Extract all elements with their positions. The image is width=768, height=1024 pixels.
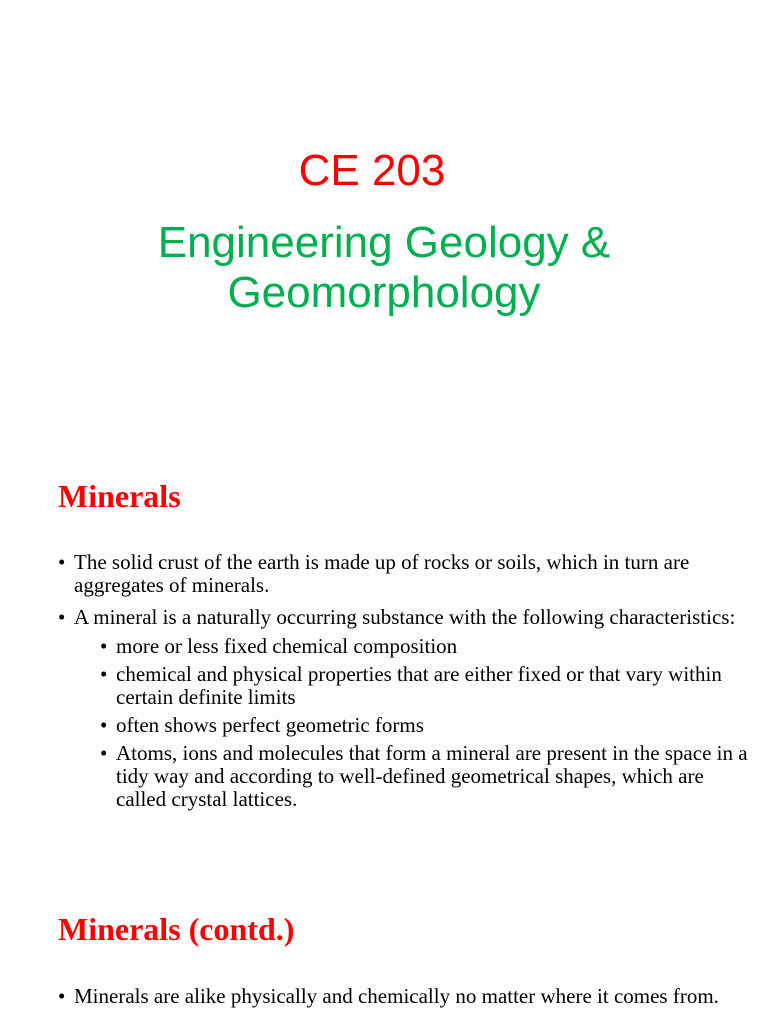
sub-bullet-text: chemical and physical properties that are either fixed or that vary within certain definite limits [116,662,722,709]
sub-list-item [100,714,748,737]
course-title [0,218,768,318]
characteristics-sub-list [74,635,748,811]
list-item [58,606,748,811]
bullet-icon: • [58,984,66,1008]
bullet-icon: • [100,662,108,686]
bullet-icon: • [58,605,66,629]
bullet-text: A mineral is a naturally occurring substance with the following characteristics: [74,605,736,629]
sub-bullet-text: Atoms, ions and molecules that form a mineral are present in the space in a tidy way and according to well-defined geometrical shapes, which are called crystal lattices. [116,741,748,811]
course-title-line-2: Geomorphology [227,268,541,317]
minerals-contd-bullet-list [58,985,748,1017]
sub-list-item [100,663,748,709]
bullet-icon: • [100,634,108,658]
sub-bullet-text: often shows perfect geometric forms [116,713,424,737]
minerals-bullet-list [58,551,748,820]
section-heading-minerals: Minerals [58,478,181,514]
list-item [58,985,748,1008]
sub-list-item [100,742,748,811]
sub-list-item [100,635,748,658]
course-code: CE 203 [298,146,446,195]
bullet-text: The solid crust of the earth is made up of rocks or soils, which in turn are aggregates of minerals. [74,550,690,597]
section-heading-minerals-contd: Minerals (contd.) [58,911,295,947]
sub-bullet-text: more or less fixed chemical composition [116,634,458,658]
list-item [58,551,748,597]
bullet-icon: • [58,550,66,574]
bullet-icon: • [100,741,108,765]
bullet-text: Minerals are alike physically and chemically no matter where it comes from. [74,984,719,1008]
course-title-line-1: Engineering Geology & [157,218,611,267]
bullet-icon: • [100,713,108,737]
